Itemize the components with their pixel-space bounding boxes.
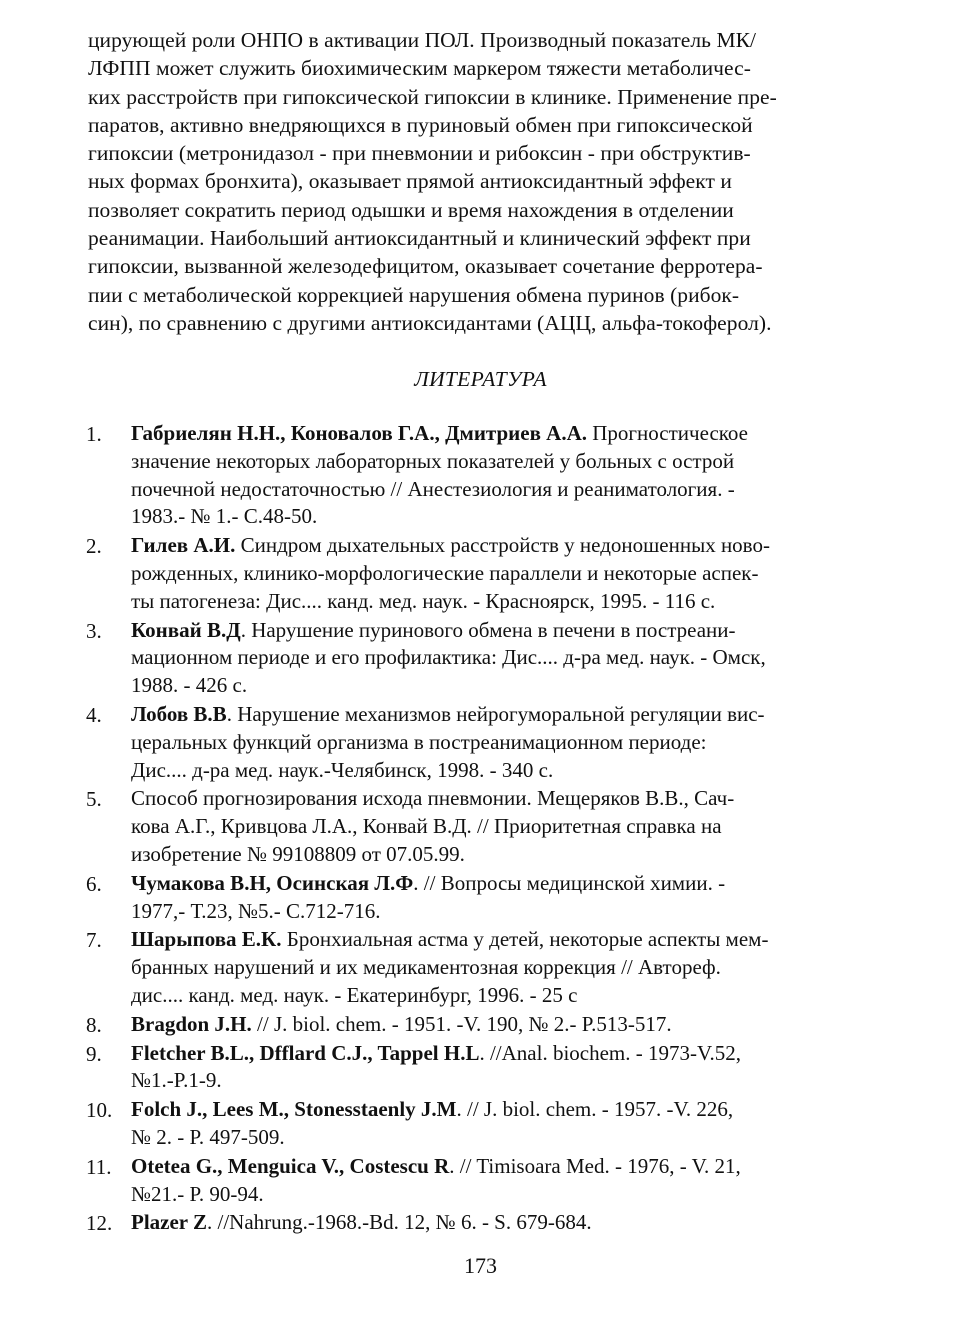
reference-line [131, 1153, 876, 1181]
reference-line [131, 503, 876, 531]
reference-item [0, 420, 961, 531]
reference-item [0, 1153, 961, 1209]
reference-details: Бронхиальная астма у детей, некоторые аспекты мем- [281, 927, 769, 952]
reference-number: 12. [86, 1211, 113, 1236]
reference-line [131, 870, 876, 898]
reference-details: Способ прогнозирования исхода пневмонии. Мещеряков В.В., Сач- [131, 786, 735, 811]
reference-line [131, 532, 876, 560]
reference-line [131, 813, 876, 841]
reference-item [0, 1096, 961, 1152]
body-line: ЛФПП может служить биохимическим маркером тяжести метаболичес- [88, 56, 751, 81]
reference-number: 3. [86, 618, 102, 643]
reference-details: . Нарушение пуринового обмена в печени в постреани- [240, 617, 736, 642]
reference-number: 9. [86, 1041, 102, 1066]
reference-details: 1977,- Т.23, №5.- С.712-716. [131, 898, 381, 923]
reference-number: 5. [86, 787, 102, 812]
reference-item [0, 1040, 961, 1096]
body-line: ных формах бронхита), оказывает прямой антиоксидантный эффект и [88, 169, 732, 194]
reference-details: кова А.Г., Кривцова Л.А., Конвай В.Д. // Приоритетная справка на [131, 814, 722, 839]
reference-line [131, 841, 876, 869]
reference-details: Дис.... д-ра мед. наук.-Челябинск, 1998. - 340 с. [131, 757, 554, 782]
reference-text [131, 532, 876, 615]
reference-authors: Fletcher B.L., Dfflard C.J., Tappel H.L [131, 1040, 480, 1065]
reference-text [131, 701, 876, 784]
reference-details: значение некоторых лабораторных показателей у больных с острой [131, 448, 735, 473]
reference-line [131, 420, 876, 448]
body-line: пии с метаболической коррекцией нарушения обмена пуринов (рибок- [88, 282, 740, 307]
reference-line [131, 588, 876, 616]
reference-text [131, 1209, 876, 1237]
reference-line [131, 1181, 876, 1209]
reference-number: 1. [86, 422, 102, 446]
reference-details: дис.... канд. мед. наук. - Екатеринбург, 1996. - 25 с [131, 982, 578, 1007]
reference-line [131, 701, 876, 729]
reference-number: 7. [86, 928, 102, 953]
reference-text [131, 1040, 876, 1096]
reference-authors: Габриелян Н.Н., Коновалов Г.А., Дмитриев А.А. [131, 421, 588, 445]
reference-line [131, 672, 876, 700]
references-heading: ЛИТЕРАТУРА [414, 367, 547, 391]
reference-text [131, 617, 876, 700]
reference-details: . //Nahrung.-1968.-Bd. 12, № 6. - S. 679-684. [207, 1210, 592, 1235]
reference-item [0, 870, 961, 926]
reference-item [0, 785, 961, 868]
reference-line [131, 982, 876, 1010]
reference-item [0, 1209, 961, 1237]
reference-authors: Лобов В.В [131, 701, 227, 726]
reference-item [0, 1011, 961, 1039]
reference-line [131, 1067, 876, 1095]
reference-details: церальных функций организма в постреанимационном периоде: [131, 729, 707, 754]
reference-text [131, 420, 876, 531]
reference-text [131, 1096, 876, 1152]
reference-text [131, 1153, 876, 1209]
reference-details: изобретение № 99108809 от 07.05.99. [131, 841, 465, 866]
reference-line [131, 785, 876, 813]
reference-authors: Folch J., Lees M., Stonesstaenly J.M [131, 1097, 457, 1122]
reference-number: 4. [86, 702, 102, 727]
reference-authors: Otetea G., Menguica V., Costescu R [131, 1153, 450, 1178]
reference-line [131, 926, 876, 954]
reference-line [131, 954, 876, 982]
references-list [0, 420, 961, 1238]
reference-details: ты патогенеза: Дис.... канд. мед. наук. - Красноярск, 1995. - 116 с. [131, 588, 716, 613]
reference-item [0, 926, 961, 1009]
reference-line [131, 1124, 876, 1152]
reference-authors: Конвай В.Д [131, 617, 241, 642]
reference-authors: Bragdon J.H. [131, 1011, 252, 1036]
reference-details: почечной недостаточностью // Анестезиология и реаниматология. - [131, 476, 735, 501]
body-line: ких расстройств при гипоксической гипоксии в клинике. Применение пре- [88, 84, 777, 109]
reference-line [131, 1040, 876, 1068]
reference-line [131, 560, 876, 588]
reference-line [131, 644, 876, 672]
reference-details: Синдром дыхательных расстройств у недоношенных ново- [235, 533, 770, 558]
body-line: позволяет сократить период одышки и время нахождения в отделении [88, 197, 734, 222]
reference-details: . // Вопросы медицинской химии. - [413, 870, 726, 895]
body-line: паратов, активно внедряющихся в пуриновый обмен при гипоксической [88, 112, 753, 137]
reference-number: 6. [86, 871, 102, 896]
reference-text [131, 785, 876, 868]
reference-authors: Гилев А.И. [131, 533, 236, 558]
reference-line [131, 898, 876, 926]
reference-number: 2. [86, 534, 102, 559]
reference-text [131, 1011, 876, 1039]
reference-line [131, 1209, 876, 1237]
reference-authors: Шарыпова Е.К. [131, 927, 282, 952]
reference-details: 1983.- № 1.- С.48-50. [131, 504, 318, 529]
body-line: цирующей роли ОНПО в активации ПОЛ. Производный показатель МК/ [88, 28, 757, 52]
page-number: 173 [464, 1253, 497, 1278]
body-line: гипоксии, вызванной железодефицитом, оказывает сочетание ферротера- [88, 254, 763, 279]
body-line: гипоксии (метронидазол - при пневмонии и рибоксин - при обструктив- [88, 141, 751, 166]
reference-line [131, 729, 876, 757]
reference-number: 8. [86, 1012, 102, 1037]
reference-details: . Нарушение механизмов нейрогуморальной регуляции вис- [226, 701, 765, 726]
reference-line [131, 757, 876, 785]
reference-details: 1988. - 426 с. [131, 673, 248, 698]
reference-line [131, 476, 876, 504]
reference-authors: Чумакова В.Н, Осинская Л.Ф [131, 870, 414, 895]
body-paragraph [88, 26, 878, 337]
reference-text [131, 926, 876, 1009]
reference-details: №1.-P.1-9. [131, 1068, 222, 1093]
reference-number: 10. [86, 1098, 113, 1123]
reference-details: №21.- P. 90-94. [131, 1181, 264, 1206]
reference-details: . //Anal. biochem. - 1973-V.52, [479, 1040, 741, 1065]
reference-item [0, 701, 961, 784]
body-line: реанимации. Наибольший антиоксидантный и клинический эффект при [88, 226, 751, 251]
reference-details: бранных нарушений и их медикаментозная коррекция // Автореф. [131, 955, 721, 980]
reference-details: . // Timisoara Med. - 1976, - V. 21, [449, 1153, 741, 1178]
reference-line [131, 617, 876, 645]
reference-number: 11. [86, 1154, 112, 1179]
reference-details: рожденных, клинико-морфологические параллели и некоторые аспек- [131, 560, 759, 585]
reference-line [131, 1011, 876, 1039]
reference-item [0, 532, 961, 615]
reference-details: мационном периоде и его профилактика: Дис.... д-ра мед. наук. - Омск, [131, 645, 766, 670]
reference-details: // J. biol. chem. - 1951. -V. 190, № 2.- P.513-517. [251, 1011, 672, 1036]
reference-text [131, 870, 876, 926]
reference-line [131, 1096, 876, 1124]
body-line: син), по сравнению с другими антиоксидантами (АЦЦ, альфа-токоферол). [88, 310, 772, 335]
reference-details: . // J. biol. chem. - 1957. -V. 226, [456, 1097, 734, 1122]
reference-authors: Plazer Z [131, 1210, 208, 1235]
reference-details: № 2. - P. 497-509. [131, 1124, 285, 1149]
reference-line [131, 448, 876, 476]
reference-item [0, 617, 961, 700]
reference-details: Прогностическое [587, 421, 748, 445]
